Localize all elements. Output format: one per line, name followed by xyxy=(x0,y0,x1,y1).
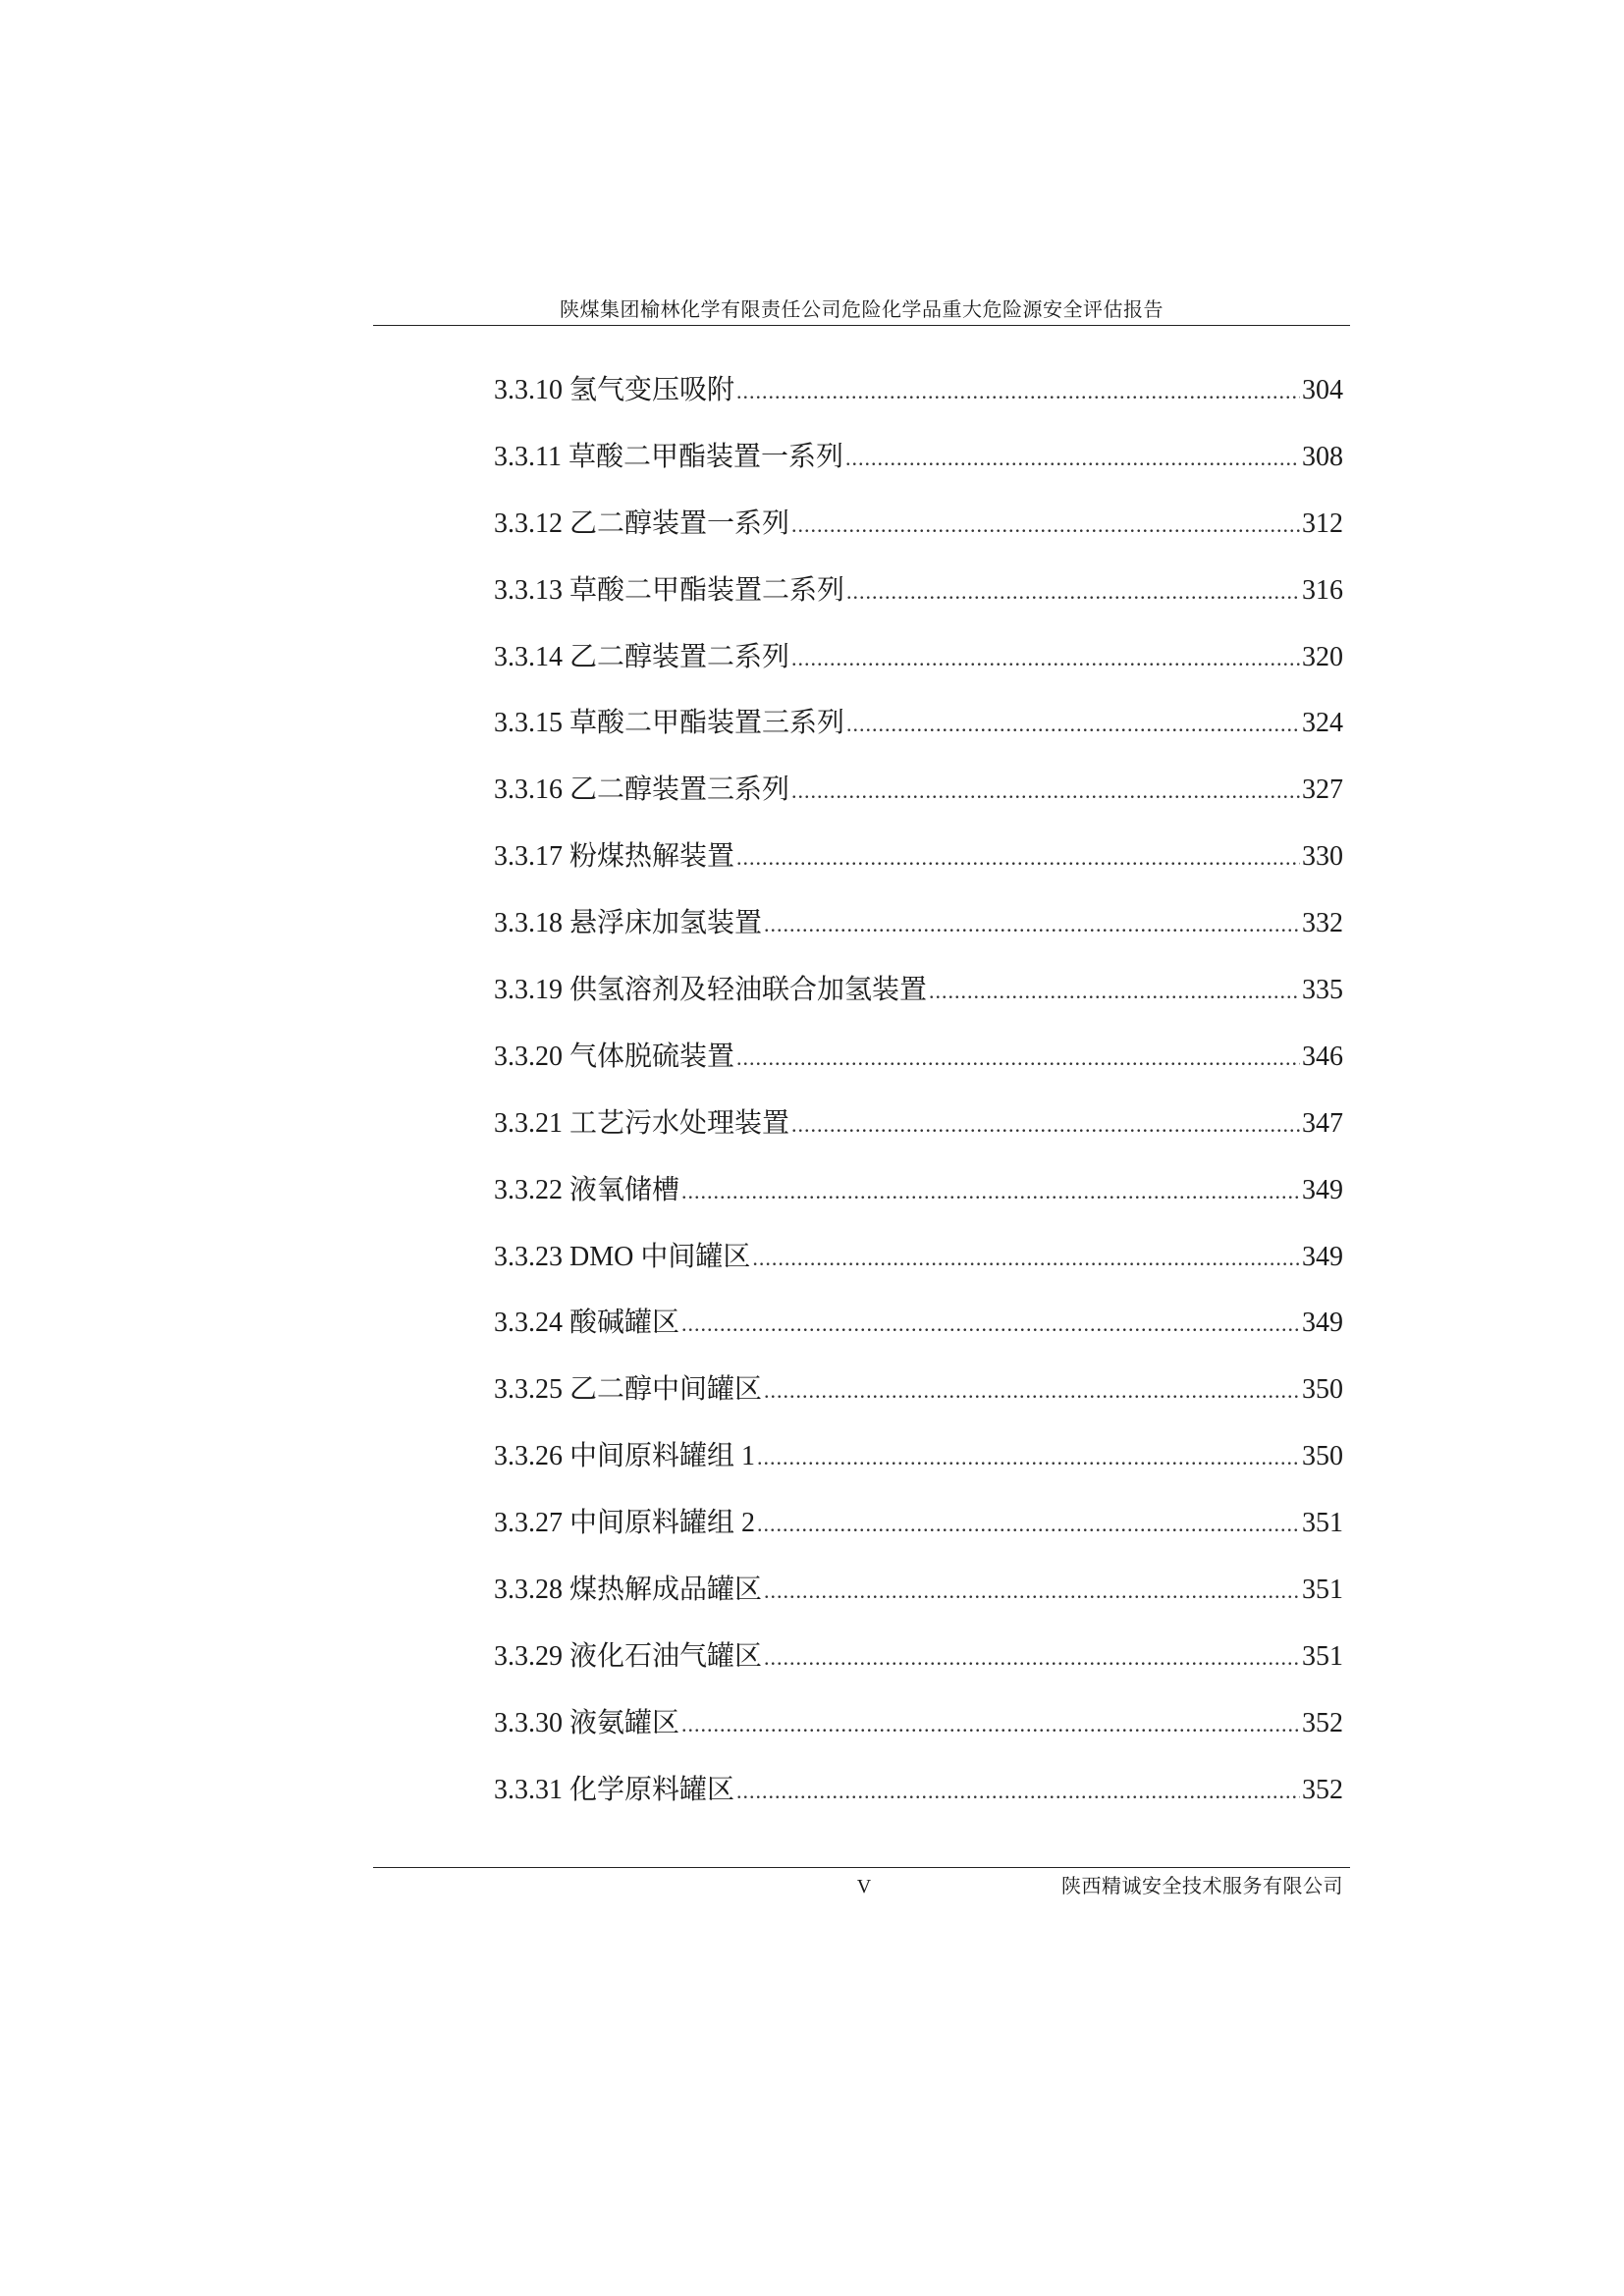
toc-dot-leader xyxy=(752,1239,1300,1278)
toc-entry[interactable] xyxy=(494,904,1343,971)
toc-dot-leader xyxy=(791,772,1300,811)
toc-dot-leader xyxy=(736,838,1300,878)
toc-entry-page: 335 xyxy=(1302,975,1343,1006)
toc-entry[interactable] xyxy=(494,704,1343,771)
toc-entry-page: 332 xyxy=(1302,908,1343,939)
toc-entry[interactable] xyxy=(494,837,1343,904)
toc-entry[interactable] xyxy=(494,371,1343,438)
toc-entry-title: 3.3.15 草酸二甲酯装置三系列 xyxy=(494,708,845,739)
toc-entry-page: 352 xyxy=(1302,1774,1343,1805)
toc-entry-page: 349 xyxy=(1302,1174,1343,1205)
toc-entry-page: 349 xyxy=(1302,1308,1343,1339)
toc-entry[interactable] xyxy=(494,1238,1343,1305)
toc-entry-page: 330 xyxy=(1302,841,1343,873)
toc-entry[interactable] xyxy=(494,638,1343,705)
toc-entry[interactable] xyxy=(494,505,1343,571)
toc-dot-leader xyxy=(845,439,1300,478)
toc-entry-title: 3.3.17 粉煤热解装置 xyxy=(494,841,735,873)
toc-dot-leader xyxy=(681,1305,1300,1344)
toc-entry-title: 3.3.16 乙二醇装置三系列 xyxy=(494,774,790,806)
toc-dot-leader xyxy=(791,1105,1300,1145)
toc-entry-page: 324 xyxy=(1302,708,1343,739)
toc-entry-title: 3.3.29 液化石油气罐区 xyxy=(494,1640,763,1672)
toc-entry-title: 3.3.31 化学原料罐区 xyxy=(494,1774,735,1805)
footer-company-name: 陕西精诚安全技术服务有限公司 xyxy=(1061,1876,1343,1897)
toc-entry[interactable] xyxy=(494,1171,1343,1238)
toc-entry-page: 316 xyxy=(1302,574,1343,606)
toc-dot-leader xyxy=(736,1772,1300,1811)
toc-dot-leader xyxy=(736,372,1300,411)
toc-entry-title: 3.3.14 乙二醇装置二系列 xyxy=(494,641,790,672)
table-of-contents xyxy=(494,371,1343,1838)
toc-entry[interactable] xyxy=(494,571,1343,638)
toc-dot-leader xyxy=(791,506,1300,545)
toc-dot-leader xyxy=(764,1572,1300,1611)
toc-dot-leader xyxy=(736,1039,1300,1078)
toc-entry-title: 3.3.10 氢气变压吸附 xyxy=(494,375,735,405)
toc-entry-page: 346 xyxy=(1302,1041,1343,1072)
toc-entry-page: 350 xyxy=(1302,1441,1343,1472)
toc-entry[interactable] xyxy=(494,1104,1343,1171)
toc-entry-page: 304 xyxy=(1302,375,1343,405)
toc-entry-title: 3.3.23 DMO 中间罐区 xyxy=(494,1241,751,1272)
toc-entry-page: 351 xyxy=(1302,1640,1343,1672)
toc-dot-leader xyxy=(846,705,1300,744)
toc-dot-leader xyxy=(764,1371,1300,1411)
toc-dot-leader xyxy=(791,639,1300,678)
toc-entry-page: 350 xyxy=(1302,1374,1343,1406)
toc-entry[interactable] xyxy=(494,1571,1343,1637)
toc-entry[interactable] xyxy=(494,438,1343,505)
toc-entry-page: 308 xyxy=(1302,441,1343,472)
toc-entry[interactable] xyxy=(494,1038,1343,1104)
toc-entry[interactable] xyxy=(494,1370,1343,1437)
toc-entry-page: 320 xyxy=(1302,641,1343,672)
header-divider xyxy=(373,325,1350,326)
toc-dot-leader xyxy=(757,1505,1300,1544)
toc-entry-title: 3.3.26 中间原料罐组 1 xyxy=(494,1441,756,1472)
toc-entry-title: 3.3.28 煤热解成品罐区 xyxy=(494,1575,763,1606)
toc-entry-title: 3.3.25 乙二醇中间罐区 xyxy=(494,1374,763,1406)
toc-entry-page: 351 xyxy=(1302,1508,1343,1539)
page-number: V xyxy=(856,1876,872,1897)
toc-entry[interactable] xyxy=(494,1437,1343,1504)
toc-entry[interactable] xyxy=(494,971,1343,1038)
toc-entry-title: 3.3.30 液氨罐区 xyxy=(494,1707,680,1738)
toc-entry-page: 349 xyxy=(1302,1241,1343,1272)
toc-entry[interactable] xyxy=(494,1771,1343,1838)
toc-entry-page: 352 xyxy=(1302,1707,1343,1738)
toc-entry-title: 3.3.11 草酸二甲酯装置一系列 xyxy=(494,441,843,472)
toc-dot-leader xyxy=(757,1438,1300,1477)
toc-entry[interactable] xyxy=(494,1504,1343,1571)
toc-entry-page: 327 xyxy=(1302,774,1343,806)
toc-entry-page: 347 xyxy=(1302,1107,1343,1139)
toc-dot-leader xyxy=(929,972,1300,1011)
toc-entry-title: 3.3.12 乙二醇装置一系列 xyxy=(494,507,790,539)
toc-entry[interactable] xyxy=(494,1304,1343,1370)
toc-entry-title: 3.3.21 工艺污水处理装置 xyxy=(494,1107,790,1139)
toc-entry-page: 312 xyxy=(1302,507,1343,539)
toc-entry-title: 3.3.22 液氧储槽 xyxy=(494,1174,680,1205)
toc-entry[interactable] xyxy=(494,1704,1343,1771)
toc-entry-title: 3.3.13 草酸二甲酯装置二系列 xyxy=(494,574,845,606)
toc-dot-leader xyxy=(764,905,1300,944)
footer-divider xyxy=(373,1867,1350,1868)
toc-entry-page: 351 xyxy=(1302,1575,1343,1606)
toc-entry[interactable] xyxy=(494,771,1343,837)
toc-entry-title: 3.3.18 悬浮床加氢装置 xyxy=(494,908,763,939)
toc-entry[interactable] xyxy=(494,1637,1343,1704)
toc-dot-leader xyxy=(764,1638,1300,1678)
toc-dot-leader xyxy=(681,1705,1300,1744)
toc-entry-title: 3.3.27 中间原料罐组 2 xyxy=(494,1508,756,1539)
toc-dot-leader xyxy=(681,1172,1300,1211)
toc-entry-title: 3.3.24 酸碱罐区 xyxy=(494,1308,680,1339)
toc-dot-leader xyxy=(846,572,1300,612)
toc-entry-title: 3.3.20 气体脱硫装置 xyxy=(494,1041,735,1072)
toc-entry-title: 3.3.19 供氢溶剂及轻油联合加氢装置 xyxy=(494,975,928,1006)
page-header-title: 陕煤集团榆林化学有限责任公司危险化学品重大危险源安全评估报告 xyxy=(560,299,1164,321)
